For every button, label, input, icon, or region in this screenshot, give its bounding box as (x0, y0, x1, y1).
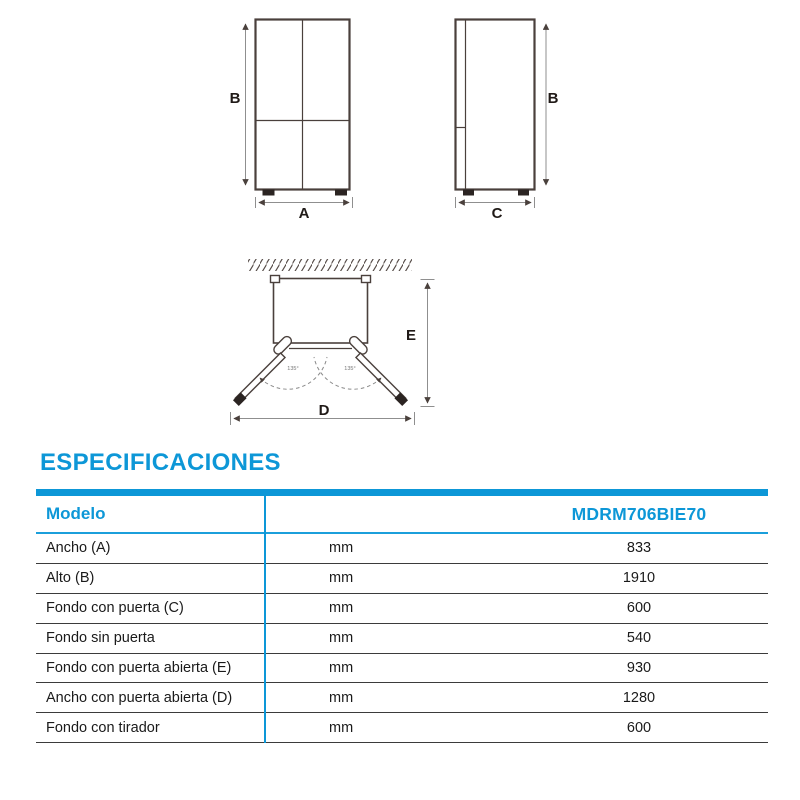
fridge-side-outline (456, 20, 535, 190)
table-row (36, 594, 768, 624)
section-title: ESPECIFICACIONES (40, 449, 281, 476)
side-right-foot (518, 190, 529, 196)
model-label: Modelo (46, 504, 106, 523)
table-row (36, 534, 768, 564)
top-view-diagram (231, 259, 435, 425)
spec-value: 600 (626, 600, 652, 617)
depth-dimension-label: C (491, 205, 503, 222)
table-row (36, 683, 768, 713)
left-hinge (271, 276, 280, 283)
spec-unit: mm (329, 600, 354, 617)
side-view-diagram (456, 20, 559, 223)
table-header-row (36, 496, 768, 534)
left-open-door (233, 353, 286, 406)
open-depth-dimension-label: E (405, 327, 417, 344)
fridge-top-outline (274, 279, 368, 344)
spec-unit: mm (329, 540, 354, 557)
spec-table (36, 489, 768, 743)
open-width-dimension-label: D (318, 402, 330, 419)
spec-label: Fondo sin puerta (46, 630, 155, 647)
spec-label: Fondo con puerta abierta (E) (46, 660, 232, 676)
front-right-foot (335, 190, 347, 196)
table-column-divider (264, 496, 266, 743)
spec-label: Ancho con puerta abierta (D) (46, 689, 233, 706)
spec-value: 540 (626, 630, 652, 647)
front-view-diagram (230, 20, 353, 223)
spec-unit: mm (329, 630, 354, 647)
spec-label: Fondo con puerta (C) (46, 600, 184, 617)
right-hinge (362, 276, 371, 283)
height-dimension-label: B (229, 90, 241, 107)
right-door-angle-label: 135° (344, 366, 356, 372)
spec-value: 1280 (622, 689, 656, 706)
table-accent-bar (36, 489, 768, 496)
table-row (36, 654, 768, 684)
spec-unit: mm (329, 570, 354, 587)
spec-unit: mm (329, 660, 354, 676)
spec-label: Alto (B) (46, 570, 95, 587)
table-row (36, 624, 768, 654)
spec-rows (36, 534, 768, 743)
spec-unit: mm (329, 689, 354, 706)
wall-hatch (248, 259, 412, 271)
spec-value: 930 (626, 660, 652, 676)
spec-unit: mm (329, 719, 354, 736)
front-left-foot (263, 190, 275, 196)
spec-label: Fondo con tirador (46, 719, 160, 736)
spec-value: 833 (626, 540, 652, 557)
spec-label: Ancho (A) (46, 540, 111, 557)
side-left-foot (463, 190, 474, 196)
table-row (36, 713, 768, 743)
right-open-door (355, 353, 408, 406)
spec-value: 1910 (622, 570, 656, 587)
height-dimension-label: B (547, 90, 559, 107)
model-value: MDRM706BIE70 (571, 503, 707, 524)
left-door-angle-label: 135° (287, 366, 299, 372)
width-dimension-label: A (298, 205, 310, 222)
spec-value: 600 (626, 719, 652, 736)
table-row (36, 564, 768, 594)
